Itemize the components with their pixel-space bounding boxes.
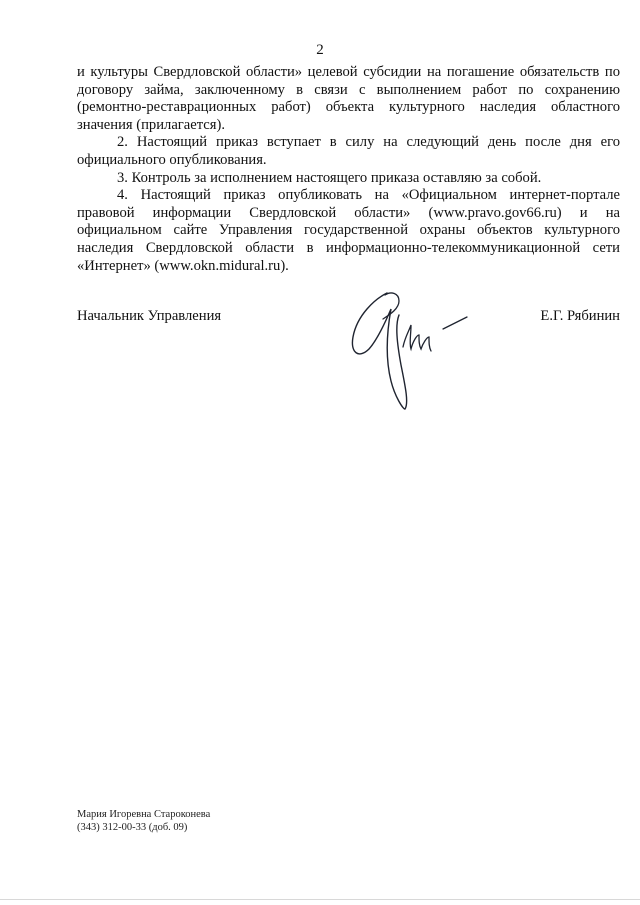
executor-phone: (343) 312-00-33 (доб. 09) — [77, 822, 188, 833]
paragraph-2: 2. Настоящий приказ вступает в силу на следующий день после дня его официального опубликования. — [77, 134, 620, 168]
paragraph-continuation: и культуры Свердловской области» целевой субсидии на погашение обязательств по договору займа, заключенному в связи с выполнением работ по сохранению (ремонтно-реставрационных работ) объекта культурного наследия областного значения (прилагается). — [77, 64, 620, 133]
document-body — [77, 64, 620, 275]
executor-name: Мария Игоревна Староконева — [77, 809, 211, 820]
signer-position: Начальник Управления — [77, 308, 222, 324]
page-number: 2 — [316, 42, 324, 58]
signer-name: Е.Г. Рябинин — [540, 308, 620, 324]
paragraph-3: 3. Контроль за исполнением настоящего приказа оставляю за собой. — [117, 169, 542, 186]
handwritten-signature-icon — [347, 285, 472, 415]
executor-info — [77, 808, 210, 834]
page-edge-divider — [0, 899, 640, 900]
paragraph-4: 4. Настоящий приказ опубликовать на «Официальном интернет-портале правовой информации Свердловской области» (www.pravo.gov66.ru) и на официальном сайте Управления государственной охраны объектов культурного наследия Свердловской области в информационно-телекоммуникационной сети «Интернет» (www.okn.midural.ru). — [77, 187, 620, 274]
